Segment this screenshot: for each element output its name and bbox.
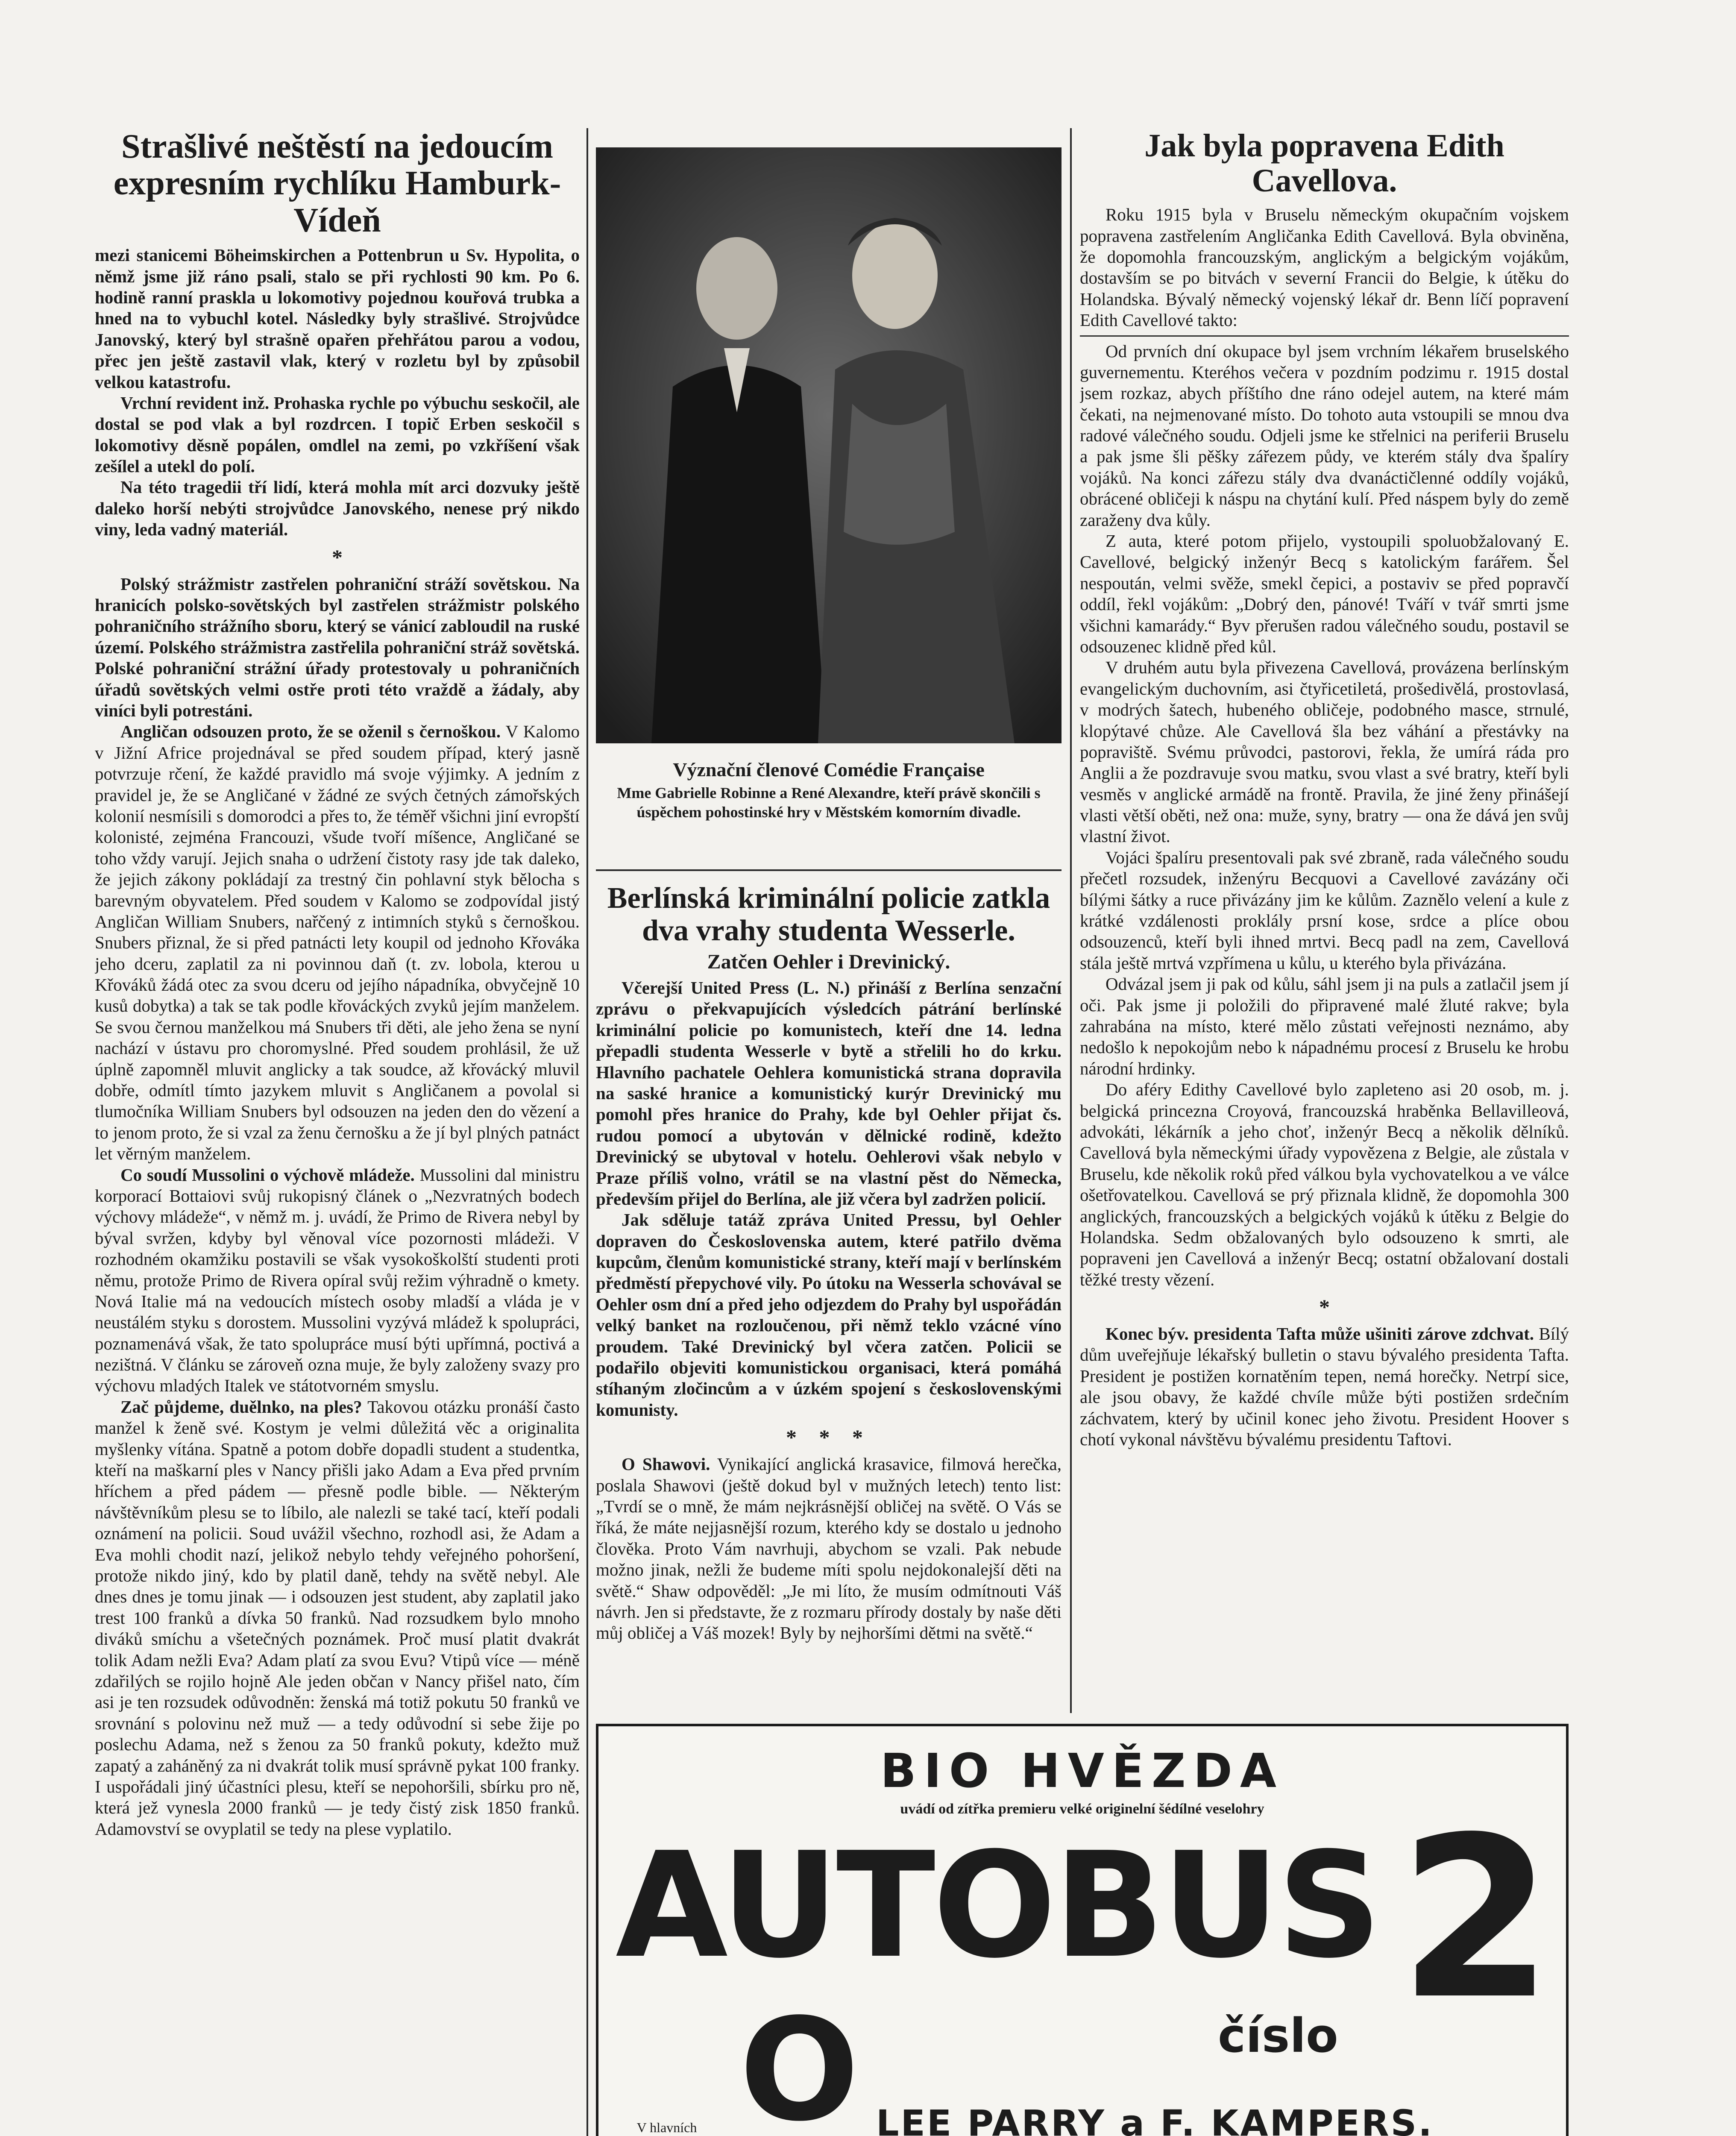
news-shaw-title: O Shawovi.	[622, 1454, 710, 1474]
news-shaw-body: Vynikající anglická krasavice, filmová herečka, poslala Shawovi (ještě dokud byl v mužných letech) tento list: „Tvrdí se o mně, že mám nejkrásnější obličej na světě. O Vás se říká, že máte nejjasnější rozum, kterého kdy se dostalo u jednoho člověka. Proto Vám navrhuji, abychom se vzali. Pak nebude možno jinak, nežli že budeme míti spolu nejdokonalejší děti na světě.“ Shaw odpověděl: „Je mi líto, že musím odmítnouti Váš návrh. Jen si představte, že z rozmaru přírody dostaly by naše děti můj obličej a Váš mozek! Byly by nejhoršími dětmi na světě.“	[596, 1454, 1062, 1643]
news-mussolini-body: Mussolini dal ministru korporací Bottaiovi svůj rukopisný článek o „Nezvratných bodech výchovy mládeže“, v němž m. j. uvádí, že Primo de Rivera nebyl by býval svržen, kdyby byl věnoval více pozornosti mládeži. V rozhodném okamžiku postavili se však vysokoškolští studenti proti němu, protože Primo de Rivera opíral svůj režim výhradně o kmety. Nová Italie má na vedoucích místech osoby mladší a vláda je v neustálém styku s dorostem. Mussolini vyzývá mládež k spolupráci, poznamenává však, že tato spolupráce musí býti upřímná, poctivá a nezištná. V článku se zároveň ozna muje, že byly založeny svazy pro výchovu mladých Italek ve státotvorném smyslu.	[95, 1165, 580, 1396]
left-headline: Strašlivé neštěstí na jedoucím expresním rychlíku Hamburk-Vídeň	[113, 128, 561, 239]
left-separator: *	[332, 545, 343, 569]
middle-column	[596, 882, 1062, 1709]
ad-tagline: uvádí od zítřka premieru velké originelní šédílné veselohry	[900, 1801, 1264, 1817]
news-englishman-body: V Kalomo v Jižní Africe projednával se před soudem případ, který jasně potvrzuje rčení, že každé pravidlo má svoje výjimky. A jedním z pravidel je, že se Angličané v žádné ze svých četných zámořských kolonií nesmísili s domorodci a přes to, že téměř všichni jiní evropští kolonisté, zejména Francouzi, všude tvoří míšence, Angličané se toho vždy varují. Jejich snaha o udržení čistoty rasy jde tak daleko, že jejich zákony pokládají za trestný čin pohlavní styk bělocha s barevným obyvatelem. Před soudem v Kalomo se zodpovídal jistý Angličan William Snubers, nařčený z intimních styků s černoškou. Snubers přiznal, že si před patnácti lety koupil od jednoho Křováka jeho dceru, zaplatil za ni povinnou daň (t. zv. lobola, kterou u Křováků žádá otec za svou dceru od jejího nápadníka, obvyčejně 10 kusů dobytka) a tak se tak podle křováckých zvyků jejím manželem. Se svou černou manželkou má Snubers tři děti, ale jeho žena se nyní nachází v ústavu pro choromyslné. Před soudem prohlásil, že už úplně zapomněl mluvit anglicky a tak soudce, až křovácký mluvil dobře, odmítl tímto jazykem mluvit s Angličanem a povolal si tlumočníka William Snubers byl odsouzen na jeden den do vězení a to jenom proto, že si vzal za ženu černošku a že jí byl plných patnáct let věrným manželem.	[95, 722, 580, 1164]
right-body-3: V druhém autu byla přivezena Cavellová, provázena berlínským evangelickým duchovním, asi čtyřicetiletá, prošedivělá, prostovlasá, v modrých šatech, hubeného obličeje, podobného masce, strnulé, klopýtavé chůze. Ale Cavellová šla bez váhání a přestávky na popraviště. Svému průvodci, pastorovi, řekla, že umírá ráda pro Anglii a že pozdravuje svou matku, svou vlast a své bratry, kteří byli vesměs v anglické armádě na frontě. Pravila, že jiné ženy přinášejí vlasti větší oběti, než ona: muže, syny, bratry — ona že dává jen svůj vlastní život.	[1080, 657, 1569, 846]
news-shaw	[596, 1454, 1062, 1644]
right-column	[1080, 128, 1569, 1713]
photo-actors	[596, 147, 1062, 743]
ad-number: 2	[1399, 1789, 1553, 2048]
left-para-2: Na této tragedii tří lidí, která mohla mít arci dozvuky ještě daleko horší nebýti strojvůdce Janovského, nenese prý nikdo viny, leda vadný materiál.	[95, 477, 580, 540]
news-mussolini	[95, 1165, 580, 1397]
photo-caption-body: Mme Gabrielle Robinne a René Alexandre, kteří právě skončili s úspěchem pohostinské hry v Městském komorním divadle.	[617, 784, 1041, 821]
right-body-5: Odvázal jsem ji pak od kůlu, sáhl jsem ji na puls a zatlačil jsem jí oči. Pak jsme ji položili do připravené malé žluté rakve; byla zahrabána na místo, které mělo zůstati veřejnosti neznámo, aby nedošlo k nepokojům nebo k nápadnému procesí z Bruselu ke hrobu národní hrdinky.	[1080, 974, 1569, 1078]
middle-subhead: Zatčen Oehler i Drevinický.	[707, 951, 950, 974]
news-mussolini-title: Co soudí Mussolini o výchově mládeže.	[120, 1165, 415, 1185]
left-column	[95, 128, 580, 2136]
ad-roles-label: V hlavních	[636, 2120, 697, 2135]
left-para-1: Vrchní revident inž. Prohaska rychle po výbuchu seskočil, ale dostal se pod vlak a byl rozdrcen. I topič Erben seskočil s lokomotivy děsně popálen, omdlel na zemi, po vzkříšení však zešílel a utekl do polí.	[95, 393, 580, 476]
middle-body: Včerejší United Press (L. N.) přináší z Berlína senzační zprávu o překvapujících výsledcích pátrání berlínské kriminální policie po komunistech, kteří dne 14. ledna přepadli studenta Wesserle v bytě a střelili ho do krku. Hlavního pachatele Oehlera komunistická strana dopravila na saské hranice a komunistický kurýr Drevinický mu pomohl přes hranice do Prahy, kde byl Oehler přijat čs. rudou pomocí a ubytován v dělnické rodině, kdežto Drevinický se ubytoval v hotelu. Oehlerovi však nebylo v Praze příliš volno, vrátil se na vlastní pěst do Německa, především přijel do Berlína, ale již včera byl zadržen policií.	[596, 978, 1062, 1209]
news-englishman	[95, 721, 580, 1164]
news-taft-body: Bílý dům uveřejňuje lékařský bulletin o stavu bývalého presidenta Tafta. President je postižen kornatěním tepen, nemá horečky. Netrpí sice, ale jsou obavy, že každé chvíle může býti postižen srdečním záchvatem, který by učinil konec jeho životu. President Hoover s chotí vykonal návštěvu bývalému presidentu Taftovi.	[1080, 1324, 1569, 1449]
ad-stars: LEE PARRY a F. KAMPERS.	[876, 2102, 1434, 2136]
ad-title: AUTOBUS	[616, 1821, 1379, 1990]
middle-headline: Berlínská kriminální policie zatkla dva vrahy studenta Wesserle.	[607, 882, 1050, 947]
photo-caption	[596, 758, 1062, 822]
right-intro-rule	[1080, 335, 1569, 337]
right-body-4: Vojáci špalíru presentovali pak své zbraně, rada válečného soudu přečetl rozsudek, inženýru Becquovi a Cavellové zavázány oči bílými šátky a ruce přivázány jim ke kůlům. Zaznělo velení a kule z krátké vzdálenosti proklály prsní kose, srdce a plíce obou odsouzenců, kteří byli ihned mrtvi. Becq padl na zem, Cavellová stála ještě mrtvá vzpřímena u kůlu, u kterého byla přivázána.	[1080, 847, 1569, 973]
news-ball	[95, 1397, 580, 1840]
news-ball-title: Zač půjdeme, duělnko, na ples?	[120, 1397, 362, 1417]
right-separator: *	[1319, 1295, 1330, 1319]
news-ball-body: Takovou otázku pronáší často manžel k ženě své. Kostym je velmi důležitá věc a originalita myšlenky vítána. Spatně a potom dobře dopadli student a studentka, kteří na maškarní ples v Nancy přišli jako Adam a Eva před prvním hříchem a před pádem — přesně podle bible. — Některým návštěvníkům plesu se to líbilo, ale nalezli se také tací, kteří podali oznámení na policii. Soud uvážil všechno, rozhodl asi, že Adam a Eva mohli chodit nazí, jelikož nebylo tehdy veřejného pohoršení, protože nikdo jiný, kdo by platil daně, tehdy na světě nebyl. Ale dnes dnes je tomu jinak — i odsouzen jest student, aby zaplatil jako trest 100 franků a dívka 50 franků. Nad rozsudkem bylo mnoho diváků smíchu a všetečných poznámek. Proč musí platit dvakrát tolik Adam nežli Eva? Adam platí za svou Evu? Vtipů více — méně zdařilých se rojilo hojně Ale jeden občan v Nancy přišel nato, čím asi je ten rozsudek odůvodněn: ženská má totiž pokutu 50 franků ve srovnání s polovinu než muž — a tedy odůvodní si sebe žije po poslechu Adama, než s ženou za 50 franků pokuty, kdežto muž zapatý a zaháněný za ni dvakrát tolik musí správně pykat 100 franky. I uspořádali jiný účastníci plesu, kteří se nepohoršili, sbírku pro ně, která jež vynesla 2000 franků — je tedy čistý zisk 1850 franků. Adamovství se ovyplatil se tedy na plese vyplatilo.	[95, 1397, 580, 1839]
column-rule-right	[1070, 128, 1072, 1713]
news-englishman-title: Angličan odsouzen proto, že se oženil s černoškou.	[120, 722, 501, 742]
photo-caption-title: Význační členové Comédie Française	[673, 759, 985, 780]
ad-big-letter: O	[739, 1988, 859, 2136]
middle-separator: * * *	[786, 1425, 871, 1449]
right-body-6: Do aféry Edithy Cavellové bylo zapleteno asi 20 osob, m. j. belgická princezna Croyová, francouzská hraběnka Bellavilleová, advokáti, lékárník a jeho choť, inženýr Becq a několik dělníků. Cavellová byla německými úřady vypovězena z Belgie, ale zůstala v Bruselu, kde několik roků před válkou byla vychovatelkou a ve válce ošetřovatelkou. Cavellová se prý přiznala klidně, že dopomohla 300 anglických, francouzských a belgických vojáků k útěku z Belgie do Holandska. Sedm obžalovaných bylo odsouzeno k smrti, ale popraveni jen Cavellová a inženýr Becq; ostatní obžalovaní dostali těžké tresty vězení.	[1080, 1080, 1569, 1289]
rule-under-photo	[596, 869, 1062, 871]
ad-cinema-name: BIO HVĚZDA	[880, 1743, 1284, 1798]
right-headline: Jak byla popravena Edith Cavellova.	[1144, 128, 1504, 199]
middle-body-2: Jak sděluje tatáž zpráva United Pressu, byl Oehler dopraven do Československa autem, které patřilo dvěma kupcům, členům komunistické strany, kteří mají v berlínském předměstí přepychové vily. Po útoku na Wesserla schovával se Oehler osm dní a před jeho odjezdem do Prahy byl uspořádán velký banket na rozloučenou, při němž teklo vzácné víno proudem. Také Drevinický byl včera zatčen. Policii se podařilo objeviti komunistickou organisaci, která pomáhá stíhaným zločincům a v úzkém spojení s československými komunisty.	[596, 1210, 1062, 1420]
right-intro: Roku 1915 byla v Bruselu německým okupačním vojskem popravena zastřelením Angličanka Edith Cavellová. Byla obviněna, že dopomohla francouzským, anglickým a belgickým vojákům, dostavším se po bitvách v severní Francii do Belgie, k útěku do Holandska. Bývalý německý vojenský lékař dr. Benn líčí popravení Edith Cavellové takto:	[1080, 205, 1569, 330]
photo-actors-image	[596, 147, 1062, 743]
left-lead: mezi stanicemi Böheimskirchen a Pottenbrun u Sv. Hypolita, o němž jsme již ráno psali, stalo se při rychlosti 90 km. Po 6. hodině ranní praskla u lokomotivy pojednou kouřová trubka a hned na to vybuchl kotel. Následky byly strašlivé. Strojvůdce Janovský, který byl strašně opařen přehřátou parou a vodou, přec jen ještě zastavil vlak, který v rozletu byl by způsobil velkou katastrofu.	[95, 245, 580, 392]
news-taft	[1080, 1323, 1569, 1450]
cinema-advertisement	[596, 1724, 1569, 2136]
news-polish-guard: Polský strážmistr zastřelen pohraniční stráží sovětskou. Na hranicích polsko-sovětských byl zastřelen strážmistr polského pohraničního strážního sboru, který se vánicí zabloudil na ruské území. Polského strážmistra zastřelila pohraniční stráž sovětská. Polské pohraniční strážní úřady protestovaly u pohraničních úřadů sovětských velmi ostře proti této vraždě a žádaly, aby viníci byli potrestáni.	[95, 574, 580, 720]
ad-number-label: číslo	[1218, 2008, 1338, 2063]
news-taft-title: Konec býv. presidenta Tafta může ušiniti zárove zdchvat.	[1106, 1324, 1534, 1344]
right-body-2: Z auta, které potom přijelo, vystoupili spoluobžalovaný E. Cavellové, belgický inženýr Becq s katolickým farářem. Šel nespoután, velmi svěže, smekl čepici, a postaviv se před popravčí oddíl, řekl vojákům: „Dobrý den, pánové! Tváří v tvář smrti jsme všichni kamarády.“ Byv přerušen radou válečného soudu, postavil se odsouzenec klidně před kůl.	[1080, 531, 1569, 656]
column-rule-left	[586, 128, 588, 2136]
right-body-1: Od prvních dní okupace byl jsem vrchním lékařem bruselského guvernementu. Kteréhos večera v pozdním podzimu r. 1915 dostal jsem rozkaz, abych příštího dne ráno odejel autem, na které mám čekati, na nejmenované místo. Do tohoto auta vstoupili se mnou dva radové válečného soudu. Odjeli jsme ke střelnici na periferii Bruselu a pak jsme šli pěšky zářezem půdy, ve kterém stály dva špalíry vojáků. Na konci zářezu stály dva dvanáctičlenné oddíly vojáků, obrácené obličeji k náspu na chytání kulí. Před náspem byly do země zaraženy dva kůly.	[1080, 341, 1569, 530]
